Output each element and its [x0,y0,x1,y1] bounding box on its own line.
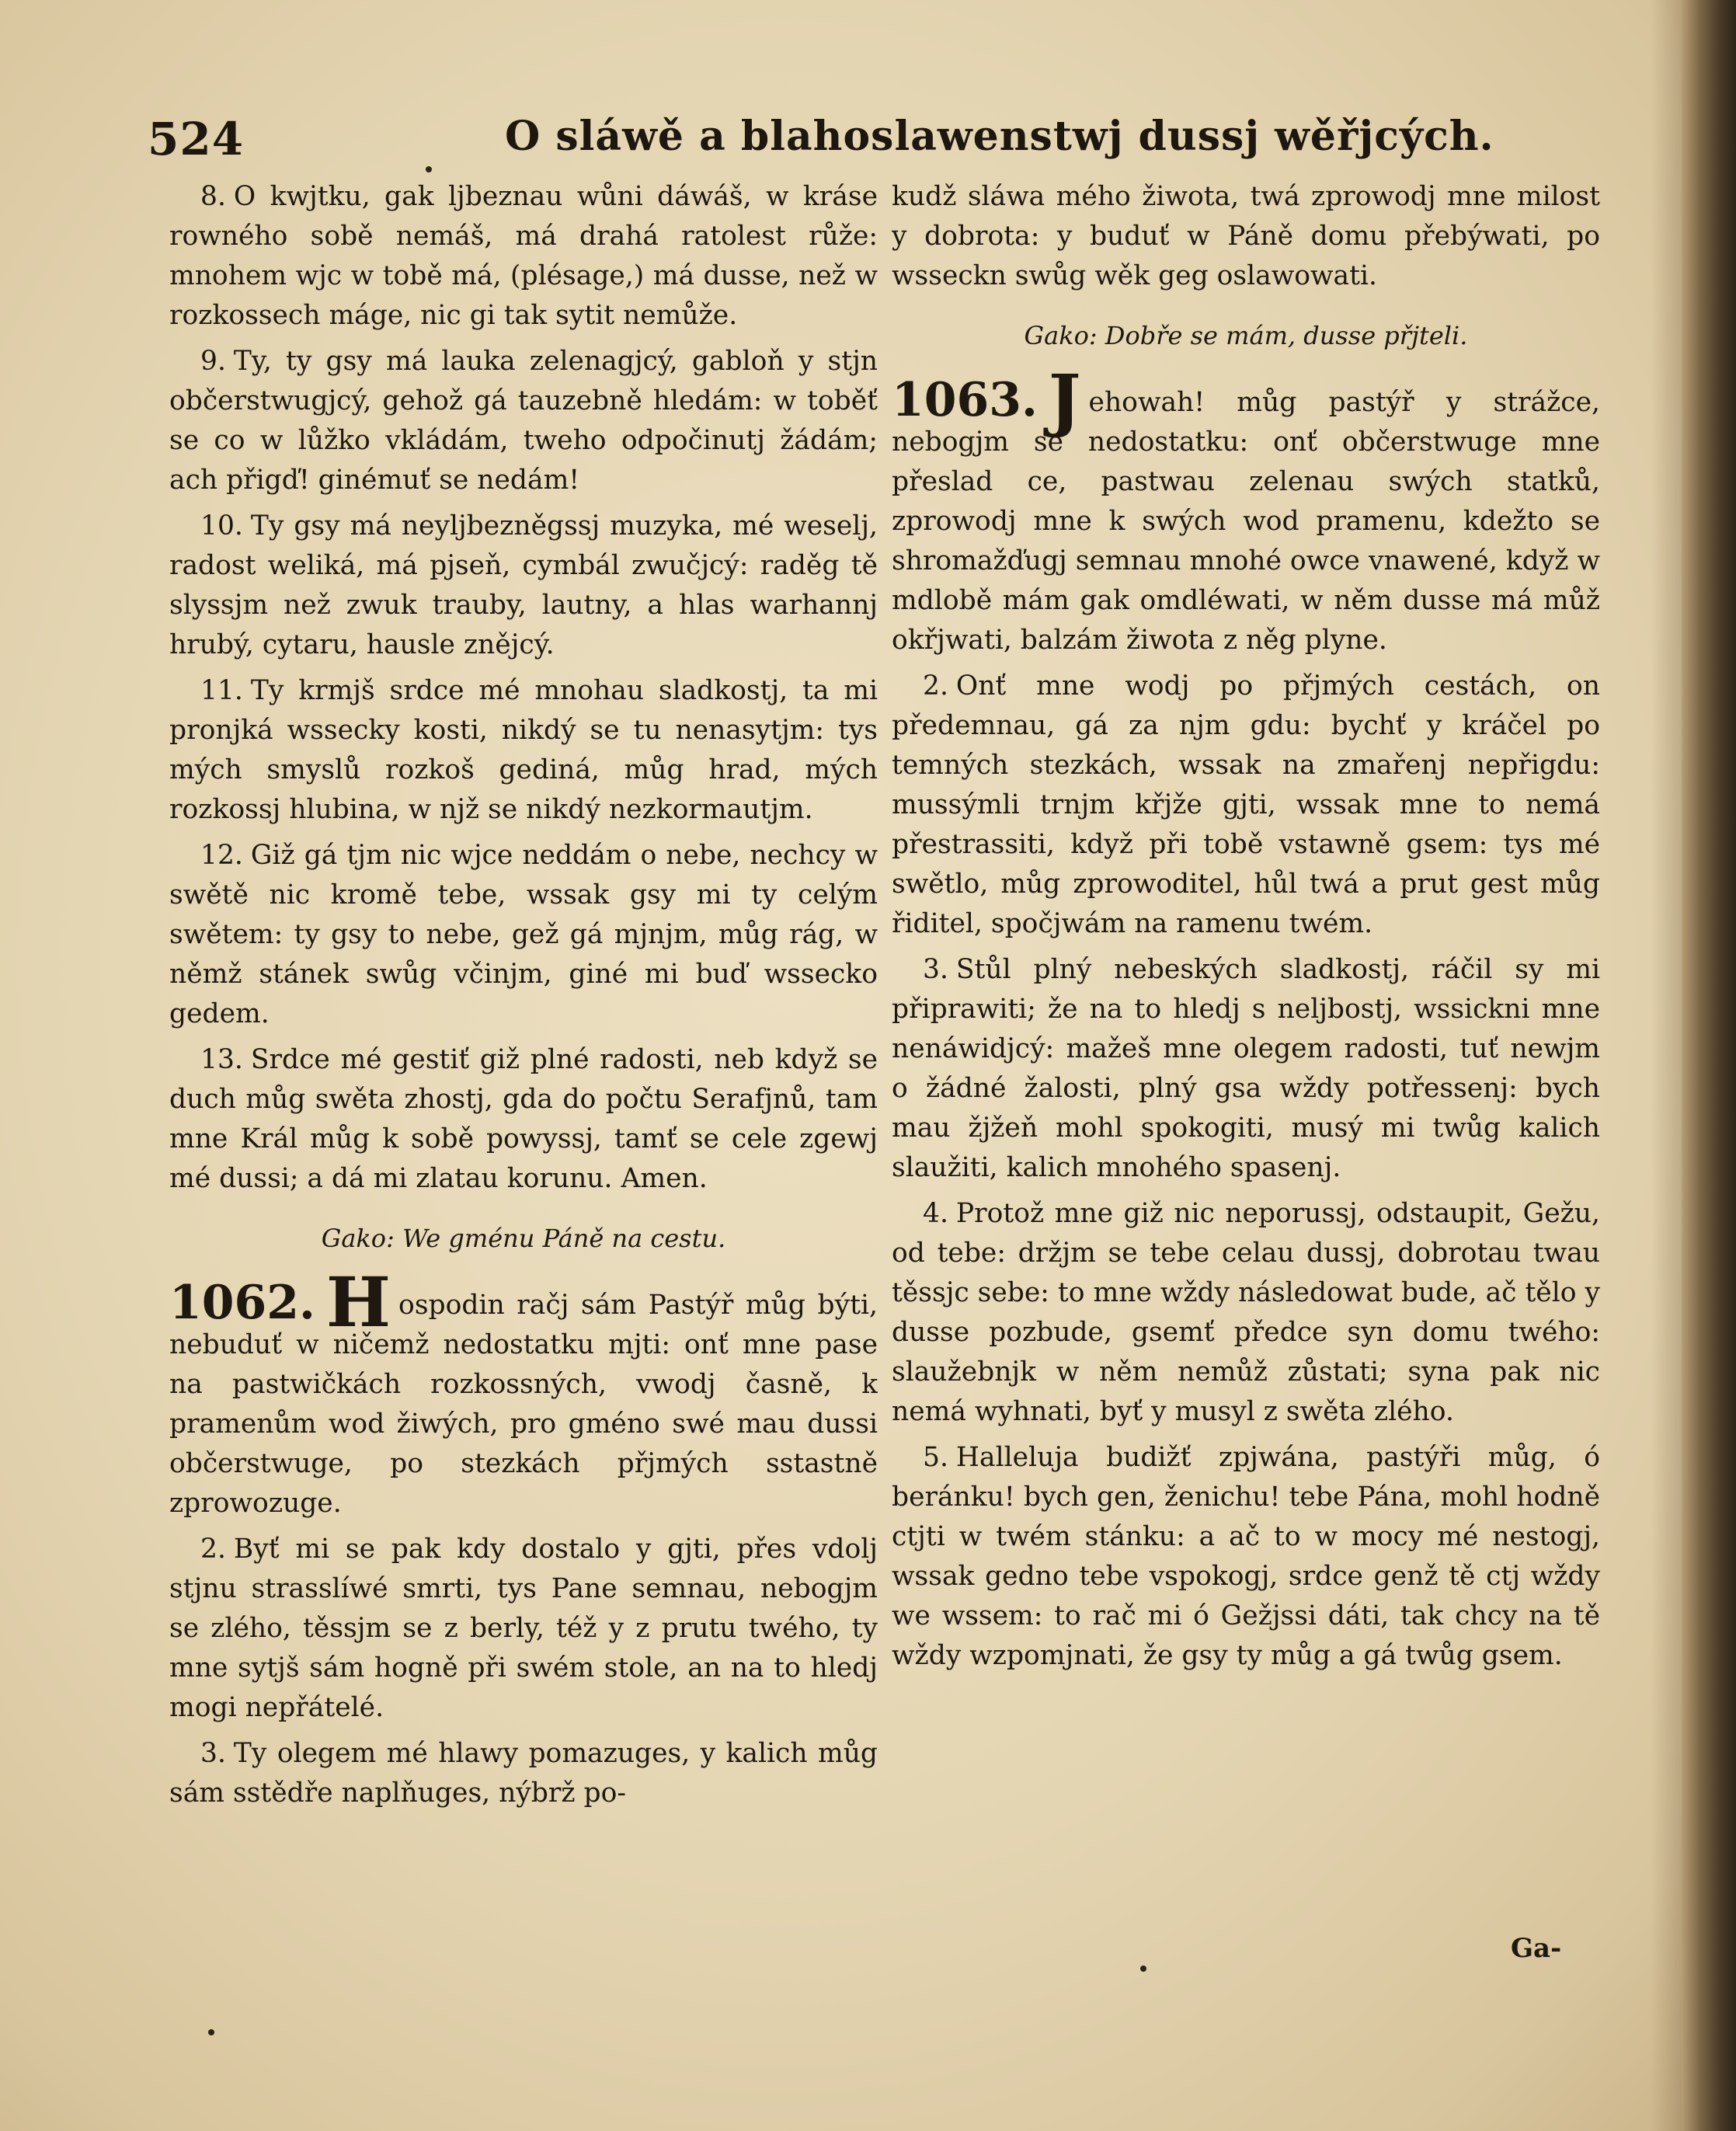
ink-speck [208,2029,214,2035]
verse-number: 10. [200,510,243,541]
hymn-number: 1063. [892,373,1038,427]
verse-11 [169,671,878,830]
verse-number: 12. [200,840,243,871]
verse-13 [169,1040,878,1199]
verse-number: 8. [200,181,226,212]
running-head: O sláwě a blahoslawenstwj dussj wěřjcých. [505,113,1494,160]
verse-number: 13. [200,1044,243,1075]
hymn-1063-verse-5 [892,1438,1600,1676]
verse-8 [169,177,878,336]
verse-12 [169,836,878,1034]
verse-number: 2. [200,1534,226,1565]
tune-heading: Gako: Dobře se mám, dusse přjteli. [1024,321,1468,350]
hymn-1062-verse-3 [169,1734,878,1813]
hymn-1063-first-verse [892,359,1600,660]
verse-text: Stůl plný nebeských sladkostj, ráčil sy mi připrawiti; že na to hledj s neljbostj, wssickni mne nenáwidjcý: mažeš mne olegem radosti, tuť newjm o žádné žalosti, plný gsa wždy potřessenj: bych mau žjžeň mohl spokogiti, musý mi twůg kalich slaužiti, kalich mnohého spasenj. [892,954,1600,1183]
verse-text: Giž gá tjm nic wjce neddám o nebe, nechcy w swětě nic kromě tebe, wssak gsy mi ty celým swětem: ty gsy to nebe, gež gá mjnjm, můg rág, w němž stánek swůg včinjm, giné mi buď wssecko gedem. [169,840,878,1029]
ink-speck [1140,1966,1146,1972]
verse-text: Ty gsy má neyljbezněgssj muzyka, mé weselj, radost weliká, má pjseň, cymbál zwučjcý: raděg tě slyssjm než zwuk trauby, lautny, a hlas warhannj hrubý, cytaru, hausle znějcý. [169,510,878,660]
book-binding [1682,0,1736,2131]
binding-shadow [1651,0,1682,2131]
verse-number: 5. [923,1442,948,1473]
catchword: Ga- [1511,1933,1562,1964]
verse-number: 9. [200,346,226,377]
verse-text: Byť mi se pak kdy dostalo y gjti, přes vdolj stjnu strasslíwé smrti, tys Pane semnau, nebogjm se zlého, těssjm se z berly, též y z prutu twého, ty mne sytjš sám hogně při swém stole, an na to hledj mogi nepřátelé. [169,1534,878,1723]
verse-text: O kwjtku, gak ljbeznau wůni dáwáš, w kráse rowného sobě nemáš, má drahá ratolest růže: mnohem wjc w tobě má, (plésage,) má dusse, než w rozkossech máge, nic gi tak sytit nemůže. [169,181,878,331]
verse-number: 11. [200,675,243,706]
left-column [169,177,878,2042]
verse-text: Ty olegem mé hlawy pomazuges, y kalich můg sám sstědře naplňuges, nýbrž po- [169,1738,878,1809]
drop-cap: H [325,1262,391,1342]
page-header [148,113,1639,175]
hymn-1063-verse-3 [892,950,1600,1188]
drop-cap: J [1048,359,1081,440]
ink-speck [426,166,432,172]
verse-text: Srdce mé gestiť giž plné radosti, neb když se duch můg swěta zhostj, gda do počtu Serafjnů, tam mne Král můg k sobě powyssj, tamť se cele zgewj mé dussi; a dá mi zlatau korunu. Amen. [169,1044,878,1194]
hymn-1063-verse-4 [892,1194,1600,1432]
verse-number: 4. [923,1198,948,1229]
verse-text: Ty, ty gsy má lauka zelenagjcý, gabloň y stjn občerstwugjcý, gehož gá tauzebně hledám: w toběť se co w lůžko vkládám, tweho odpočinutj žádám; ach přigď! ginémuť se nedám! [169,346,878,496]
verse-number: 3. [923,954,948,985]
verse-number: 3. [200,1738,226,1769]
right-column [892,177,1600,2042]
verse-text: ehowah! můg pastýř y strážce, nebogjm se nedostatku: onť občerstwuge mne přeslad ce, pastwau zelenau swých statků, zprowodj mne k swých wod pramenu, kdežto se shromažďugj semnau mnohé owce vnawené, když w mdlobě mám gak omdléwati, w něm dusse má můž okřjwati, balzám žiwota z něg plyne. [892,387,1600,656]
verse-text: Onť mne wodj po přjmých cestách, on předemnau, gá za njm gdu: bychť y kráčel po temných stezkách, wssak na zmařenj nepřigdu: mussýmli trnjm křjže gjti, wssak mne to nemá přestrassiti, když při tobě vstawně gsem: tys mé swětlo, můg zprowoditel, hůl twá a prut gest můg řiditel, spočjwám na ramenu twém. [892,670,1600,939]
verse-text: Halleluja budižť zpjwána, pastýři můg, ó beránku! bych gen, ženichu! tebe Pána, mohl hodně ctjti w twém stánku: a ač to w mocy mé nestogj, wssak gedno tebe vspokogj, srdce genž tě ctj wždy we wssem: to rač mi ó Gežjssi dáti, tak chcy na tě wždy wzpomjnati, že gsy ty můg a gá twůg gsem. [892,1442,1600,1671]
verse-text: Ty krmjš srdce mé mnohau sladkostj, ta mi pronjká wssecky kosti, nikdý se tu nenasytjm: tys mých smyslů rozkoš gediná, můg hrad, mých rozkossj hlubina, w njž se nikdý nezkormautjm. [169,675,878,825]
continuation-text: kudž sláwa mého žiwota, twá zprowodj mne milost y dobrota: y buduť w Páně domu přebýwati, po wsseckn swůg wěk geg oslawowati. [892,181,1600,291]
verse-9 [169,342,878,500]
verse-text: Protož mne giž nic neporussj, odstaupit, Gežu, od tebe: držjm se tebe celau dussj, dobrotau twau těssjc sebe: to mne wždy následowat bude, ač tělo y dusse pozbude, gsemť předce syn domu twého: slaužebnjk w něm nemůž zůstati; syna pak nic nemá wyhnati, byť y musyl z swěta zlého. [892,1198,1600,1427]
tune-heading: Gako: We gménu Páně na cestu. [321,1224,726,1253]
hymn-1062-first-verse [169,1262,878,1523]
hymn-number: 1062. [169,1276,315,1330]
page-number: 524 [148,113,245,165]
hymn-1063-verse-2 [892,667,1600,944]
verse-number: 2. [923,670,948,702]
hymn-1062-verse-2 [169,1530,878,1728]
verse-text: ospodin račj sám Pastýř můg býti, nebuduť w ničemž nedostatku mjti: onť mne pase na pastwičkách rozkossných, vwodj časně, k pramenům wod žiwých, pro gméno swé mau dussi občerstwuge, po stezkách přjmých sstastně zprowozuge. [169,1290,878,1519]
verse-10 [169,507,878,665]
